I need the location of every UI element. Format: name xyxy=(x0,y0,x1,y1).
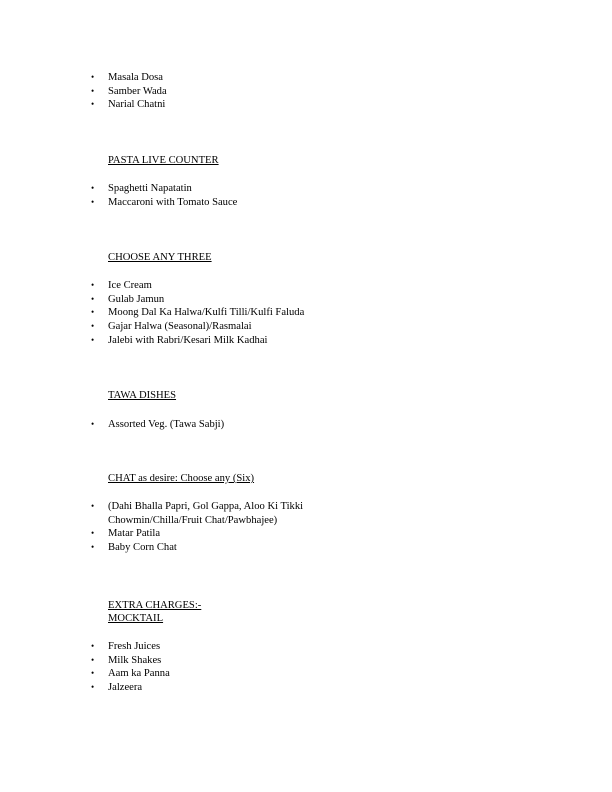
choose-three-heading: CHOOSE ANY THREE xyxy=(108,252,212,263)
bullet-icon: • xyxy=(91,668,95,679)
list-item xyxy=(0,98,368,112)
chat-heading: CHAT as desire: Choose any (Six) xyxy=(108,473,255,484)
item-text: Spaghetti Napatatin xyxy=(108,183,192,194)
chat-list xyxy=(0,500,368,555)
bullet-icon: • xyxy=(91,307,95,318)
bullet-icon: • xyxy=(91,641,95,651)
mocktail-heading: MOCKTAIL xyxy=(108,613,164,624)
item-text: (Dahi Bhalla Papri, Gol Gappa, Aloo Ki Tikki Chowmin/Chilla/Fruit Chat/Pawbhajee) xyxy=(108,501,304,526)
list-item xyxy=(0,196,368,210)
list-item xyxy=(0,320,368,334)
list-item xyxy=(0,71,368,85)
bullet-icon: • xyxy=(91,196,95,207)
item-text: Matar Patila xyxy=(108,528,161,540)
list-item xyxy=(0,541,368,555)
bullet-icon: • xyxy=(91,542,95,553)
list-item xyxy=(0,334,368,348)
bullet-icon: • xyxy=(91,654,95,665)
item-text: Fresh Juices xyxy=(108,641,161,652)
list-item xyxy=(0,279,368,293)
bullet-icon: • xyxy=(91,682,95,693)
item-text: Samber Wada xyxy=(108,85,167,97)
bullet-icon: • xyxy=(91,99,95,110)
bullet-icon: • xyxy=(91,85,95,96)
mocktail-list xyxy=(0,640,368,695)
item-text: Gajar Halwa (Seasonal)/Rasmalai xyxy=(108,321,252,333)
bullet-icon: • xyxy=(91,501,95,511)
bullet-icon: • xyxy=(91,528,95,539)
bullet-icon: • xyxy=(91,280,95,290)
list-item xyxy=(0,500,368,527)
item-text: Milk Shakes xyxy=(108,654,162,666)
pasta-list xyxy=(0,182,368,209)
item-text: Jalzeera xyxy=(108,682,143,694)
item-text: Aam ka Panna xyxy=(108,668,170,680)
bullet-icon: • xyxy=(91,321,95,332)
list-item xyxy=(0,681,368,695)
bullet-icon: • xyxy=(91,183,95,193)
item-text: Masala Dosa xyxy=(108,72,164,83)
bullet-icon: • xyxy=(91,72,95,82)
item-text: Moong Dal Ka Halwa/Kulfi Tilli/Kulfi Faluda xyxy=(108,307,305,319)
pasta-heading: PASTA LIVE COUNTER xyxy=(108,155,219,166)
item-text: Assorted Veg. (Tawa Sabji) xyxy=(108,419,225,430)
item-text: Gulab Jamun xyxy=(108,293,165,305)
tawa-heading: TAWA DISHES xyxy=(108,390,177,401)
list-item xyxy=(0,667,368,681)
list-item xyxy=(0,306,368,320)
item-text: Baby Corn Chat xyxy=(108,542,177,554)
list-item xyxy=(0,182,368,196)
tawa-list xyxy=(0,418,368,432)
list-item xyxy=(0,654,368,668)
item-text: Jalebi with Rabri/Kesari Milk Kadhai xyxy=(108,334,268,346)
south-indian-list xyxy=(0,71,368,112)
list-item xyxy=(0,418,368,432)
list-item xyxy=(0,293,368,307)
dessert-list xyxy=(0,279,368,348)
bullet-icon: • xyxy=(91,419,95,429)
item-text: Ice Cream xyxy=(108,280,152,291)
extra-charges-heading: EXTRA CHARGES:- xyxy=(108,600,202,611)
list-item xyxy=(0,640,368,654)
list-item xyxy=(0,527,368,541)
bullet-icon: • xyxy=(91,293,95,304)
list-item xyxy=(0,85,368,99)
bullet-icon: • xyxy=(91,334,95,345)
item-text: Maccaroni with Tomato Sauce xyxy=(108,196,238,208)
item-text: Narial Chatni xyxy=(108,99,166,111)
